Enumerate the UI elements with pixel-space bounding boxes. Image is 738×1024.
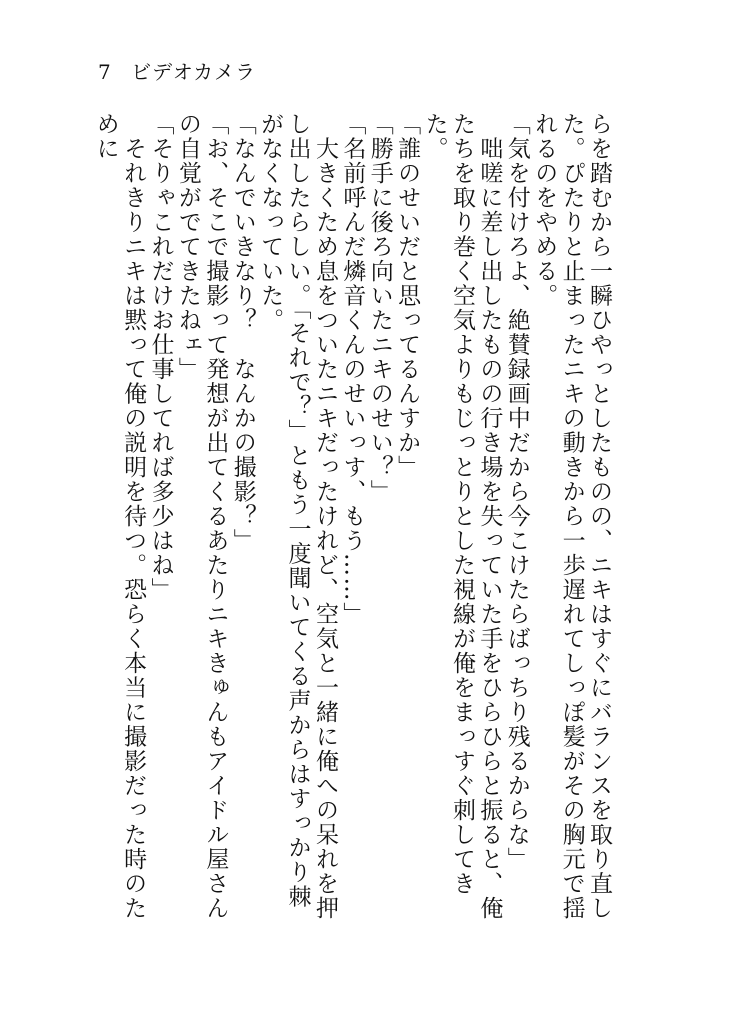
paragraph-2: 「気を付けろよ、絶賛録画中だから今こけたらばっちり残るからな」 [503,112,530,872]
paragraph-6: 「名前呼んだ燐音くんのせいっす、もう……」 [339,112,366,627]
paragraph-9: 「お、そこで撮影って発想が出てくるあたりニキきゅんもアイドル屋さんの自覚がでてきたねェ」 [174,112,229,921]
page-number: 7 [98,60,111,84]
paragraph-5: 「勝手に後ろ向いたニキのせい？」 [366,112,393,504]
paragraph-4: 「誰のせいだと思ってるんすか」 [394,112,421,480]
chapter-title: ビデオカメラ [131,60,257,84]
page-header [98,58,256,86]
paragraph-7: 大きくため息をついたニキだったけれど、空気と一緒に俺への呆れを押し出したらしい。「それで？」ともう一度聞いてくる声からはすっかり棘がなくなっていた。 [257,112,338,921]
paragraph-10: 「そりゃこれだけお仕事してれば多少はね」 [147,112,174,602]
vertical-text-body [92,112,612,932]
paragraph-1: らを踏むから一瞬ひやっとしたものの、ニキはすぐにバランスを取り直した。ぴたりと止まったニキの動きから一歩遅れてしっぽ髪がその胸元で揺れるのをやめる。 [531,112,612,921]
paragraph-8: 「なんでいきなり？ なんかの撮影？」 [229,112,256,553]
paragraph-11: それきりニキは黙って俺の説明を待つ。恐らく本当に撮影だった時のために [92,112,147,921]
paragraph-3: 咄嗟に差し出したものの行き場を失っていた手をひらひらと振ると、俺たちを取り巻く空気よりもじっとりとした視線が俺をまっすぐ刺してきた。 [421,112,503,921]
